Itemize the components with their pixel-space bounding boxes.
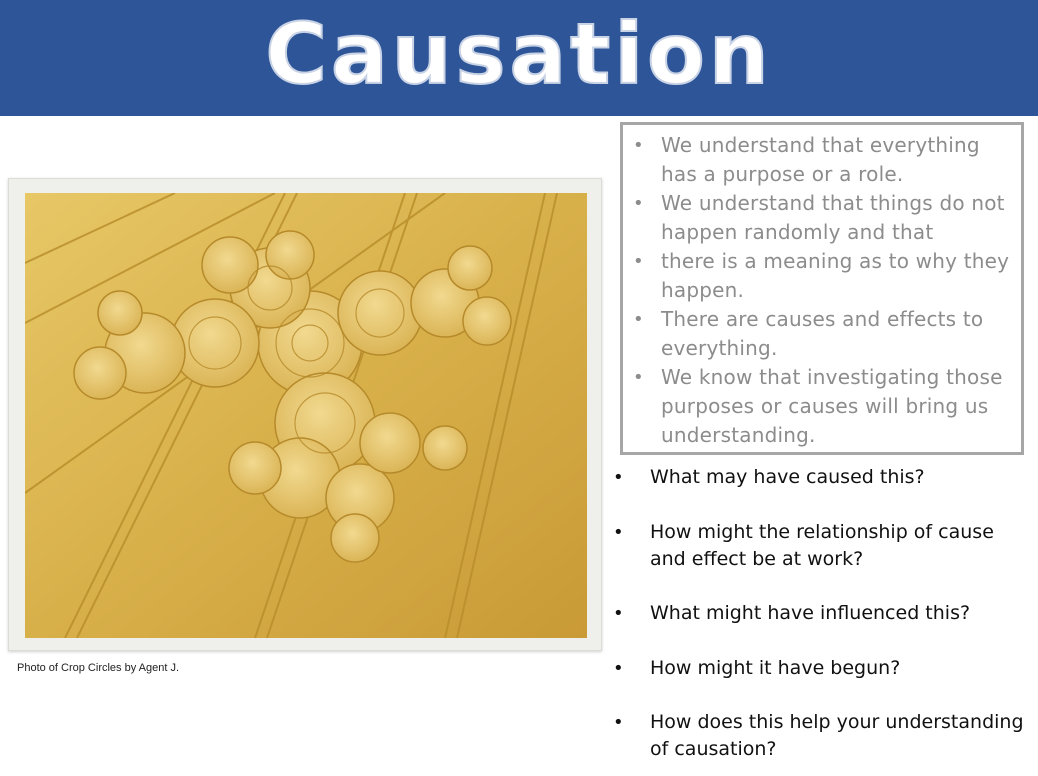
list-item: • We understand that things do not happen randomly and that	[633, 191, 1005, 244]
list-item: • We understand that everything has a purpose or a role.	[633, 133, 980, 186]
key-ideas-list	[623, 125, 1021, 450]
photo-frame	[8, 178, 602, 651]
question-item: • What might have influenced this?	[613, 602, 971, 624]
list-item: • There are causes and effects to everything.	[633, 307, 984, 360]
page-title: Causation	[265, 5, 773, 103]
list-item: • We know that investigating those purposes or causes will bring us understanding.	[633, 365, 1003, 447]
photo-caption: Photo of Crop Circles by Agent J.	[17, 662, 180, 674]
crop-circle-photo	[25, 193, 587, 638]
question-item: • How might the relationship of cause and effect be at work?	[613, 521, 994, 570]
question-item: • How might it have begun?	[613, 657, 901, 679]
question-item: • How does this help your understanding of causation?	[613, 711, 1024, 760]
list-item: • there is a meaning as to why they happen.	[633, 249, 1010, 302]
key-ideas-box	[620, 122, 1024, 455]
question-item: • What may have caused this?	[613, 466, 925, 488]
questions-list	[613, 464, 1033, 763]
